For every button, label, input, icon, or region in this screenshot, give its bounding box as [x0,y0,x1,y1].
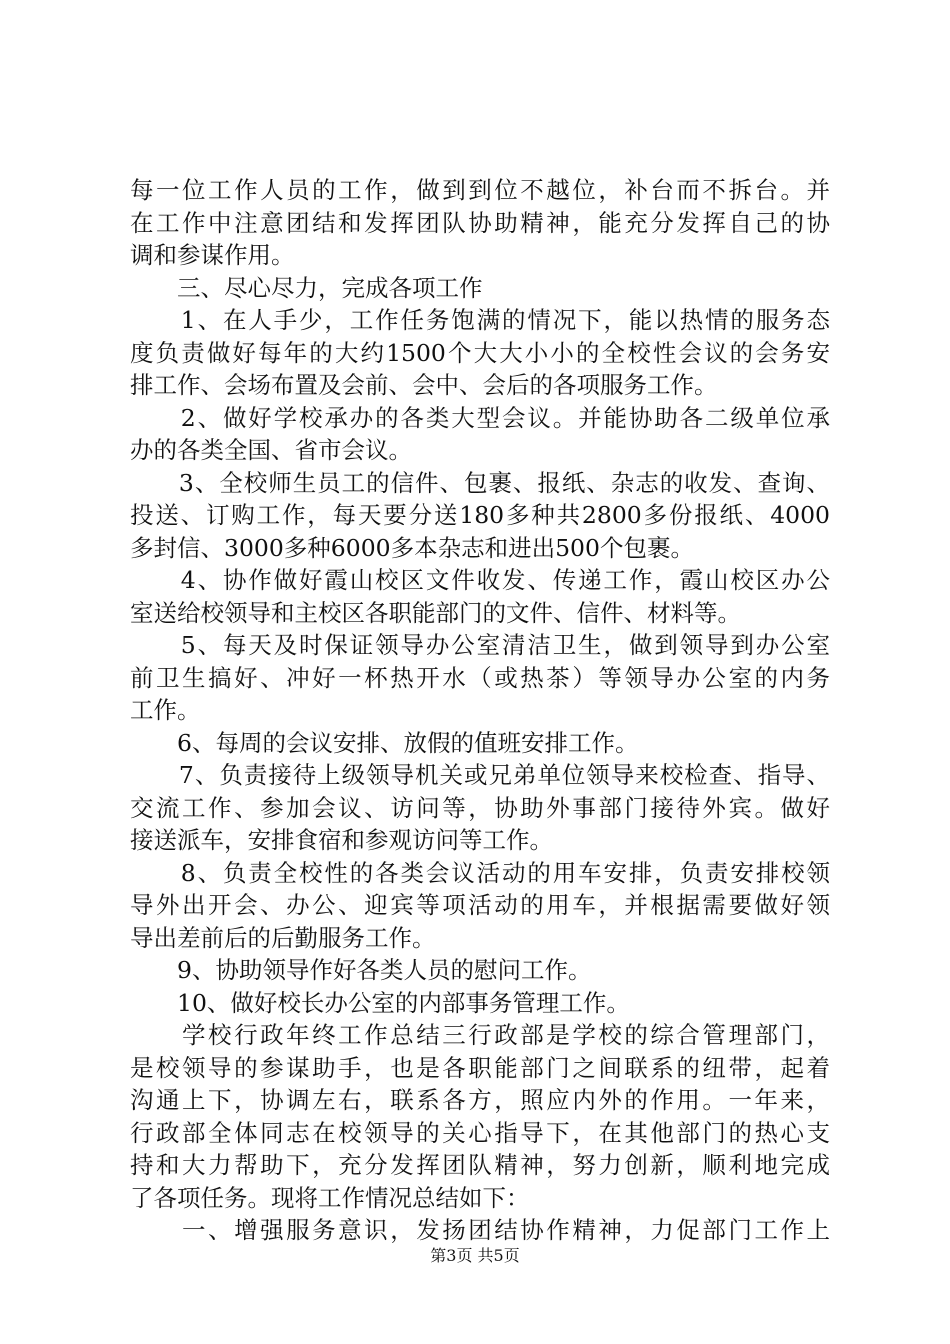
text-line: 7、负责接待上级领导机关或兄弟单位领导来校检查、指导、 [130,761,830,789]
text-line: 6、每周的会议安排、放假的值班安排工作。 [130,728,639,757]
text-line: 9、协助领导作好各类人员的慰问工作。 [130,956,592,984]
text-line: 度负责做好每年的大约1500个大大小小的全校性会议的会务安 [130,338,830,367]
text-line: 是校领导的参谋助手，也是各职能部门之间联系的纽带，起着 [130,1053,830,1082]
text-line: 4、协作做好霞山校区文件收发、传递工作，霞山校区办公 [130,566,830,594]
text-line: 室送给校领导和主校区各职能部门的文件、信件、材料等。 [130,598,741,627]
text-line: 8、负责全校性的各类会议活动的用车安排，负责安排校领 [130,858,830,887]
text-line: 在工作中注意团结和发挥团队协助精神，能充分发挥自己的协 [130,208,830,237]
text-line: 接送派车，安排食宿和参观访问等工作。 [130,826,553,854]
text-line: 行政部全体同志在校领导的关心指导下，在其他部门的热心支 [130,1118,830,1147]
text-line: 办的各类全国、省市会议。 [130,436,412,464]
text-line: 5、每天及时保证领导办公室清洁卫生，做到领导到办公室 [130,631,830,659]
text-line: 每一位工作人员的工作，做到到位不越位，补台而不拆台。并 [130,176,830,204]
document-body [130,174,830,1247]
text-line: 2、做好学校承办的各类大型会议。并能协助各二级单位承 [130,403,830,432]
text-line: 沟通上下，协调左右，联系各方，照应内外的作用。一年来， [130,1086,830,1114]
text-line: 导外出开会、办公、迎宾等项活动的用车，并根据需要做好领 [130,891,830,919]
text-line: 交流工作、参加会议、访问等，协助外事部门接待外宾。做好 [130,793,830,822]
text-line: 调和参谋作用。 [130,241,295,269]
text-line: 10、做好校长办公室的内部事务管理工作。 [130,988,630,1017]
page-number-footer: 第3页 共5页 [430,1246,520,1265]
text-line: 3、全校师生员工的信件、包裹、报纸、杂志的收发、查询、 [130,468,830,497]
text-line: 前卫生搞好、冲好一杯热开水（或热茶）等领导办公室的内务 [130,663,830,692]
text-line: 排工作、会场布置及会前、会中、会后的各项服务工作。 [130,371,718,399]
section-heading: 三、尽心尽力，完成各项工作 [130,273,483,302]
text-line: 导出差前后的后勤服务工作。 [130,923,436,952]
text-line: 学校行政年终工作总结三行政部是学校的综合管理部门， [130,1021,830,1049]
text-line: 投送、订购工作，每天要分送180多种共2800多份报纸、4000 [130,501,830,529]
text-line: 1、在人手少，工作任务饱满的情况下，能以热情的服务态 [130,306,830,334]
text-line: 一、增强服务意识，发扬团结协作精神，力促部门工作上 [130,1216,830,1244]
text-line: 持和大力帮助下，充分发挥团队精神，努力创新，顺利地完成 [130,1151,830,1179]
text-line: 了各项任务。现将工作情况总结如下： [130,1183,530,1212]
text-line: 工作。 [130,696,201,724]
text-line: 多封信、3000多种6000多本杂志和进出500个包裹。 [130,533,694,562]
